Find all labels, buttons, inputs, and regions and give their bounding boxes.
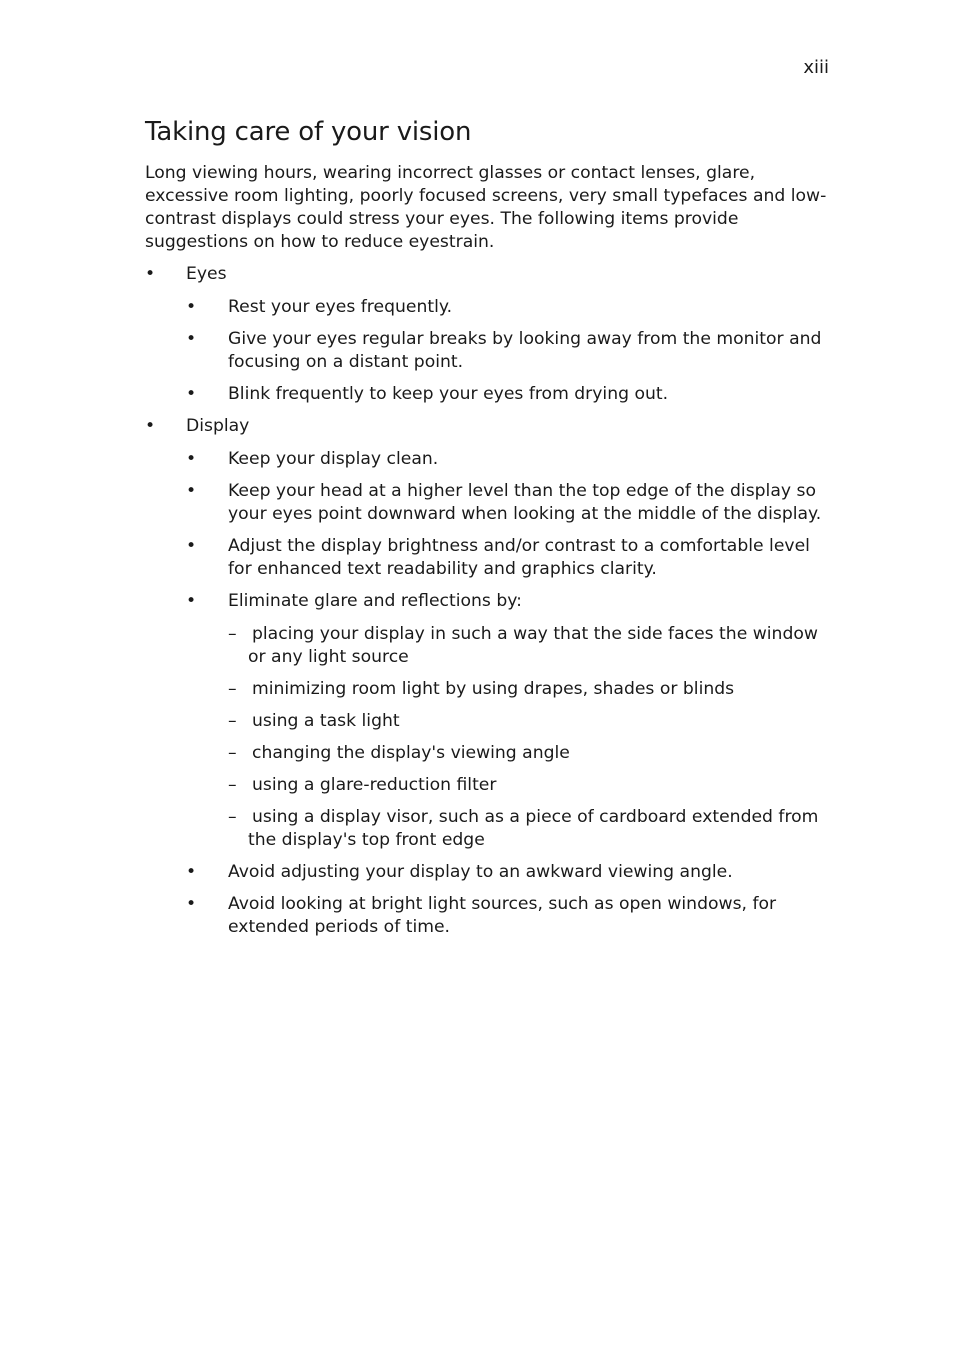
list-item: [186, 296, 835, 319]
list-item: [186, 448, 835, 471]
bullet-icon: •: [145, 264, 156, 284]
dash-icon: –: [228, 624, 237, 644]
bullet-icon: •: [186, 297, 197, 317]
list-item-text: Rest your eyes frequently.: [228, 297, 453, 317]
list-item: [186, 535, 835, 581]
dash-icon: –: [228, 711, 237, 731]
section-display: [145, 415, 835, 939]
bullet-icon: •: [186, 862, 197, 882]
bullet-icon: •: [186, 894, 197, 914]
bullet-icon: •: [186, 481, 197, 501]
list-item-text: Avoid adjusting your display to an awkward viewing angle.: [228, 862, 733, 882]
bullet-icon: •: [186, 591, 197, 611]
sub-list-item-text: changing the display's viewing angle: [252, 743, 570, 763]
list-item-text: Blink frequently to keep your eyes from drying out.: [228, 384, 669, 404]
page-content: [145, 114, 835, 948]
list-item-text: Avoid looking at bright light sources, such as open windows, for extended periods of time.: [228, 894, 777, 937]
list-item-text: Keep your display clean.: [228, 449, 439, 469]
list-item-text: Give your eyes regular breaks by looking away from the monitor and focusing on a distant point.: [228, 329, 822, 372]
list-item-text: Eliminate glare and reflections by:: [228, 591, 522, 611]
bullet-icon: •: [145, 416, 156, 436]
section-label: Display: [186, 416, 250, 436]
bullet-icon: •: [186, 329, 197, 349]
display-items: [186, 448, 835, 939]
list-item-text: Keep your head at a higher level than the top edge of the display so your eyes point downward when looking at the middle of the display.: [228, 481, 822, 524]
bullet-icon: •: [186, 449, 197, 469]
sub-list-item-text: using a glare-reduction filter: [252, 775, 497, 795]
sub-list-item-text: using a display visor, such as a piece of cardboard extended from the display's top front edge: [248, 807, 819, 850]
page-title: Taking care of your vision: [145, 117, 472, 147]
tips-list: [145, 263, 835, 939]
sub-list-item: [228, 678, 835, 701]
page-number: xiii: [803, 57, 829, 78]
dash-icon: –: [228, 807, 237, 827]
dash-icon: –: [228, 775, 237, 795]
list-item: [186, 893, 835, 939]
sub-list-item: [228, 623, 835, 669]
list-item: [186, 861, 835, 884]
list-item: [186, 383, 835, 406]
sub-list-item: [228, 774, 835, 797]
sub-list-item: [228, 806, 835, 852]
sub-list-item: [228, 710, 835, 733]
dash-icon: –: [228, 743, 237, 763]
list-item-text: Adjust the display brightness and/or contrast to a comfortable level for enhanced text readability and graphics clarity.: [228, 536, 810, 579]
sub-list-item-text: placing your display in such a way that the side faces the window or any light source: [248, 624, 818, 667]
section-label: Eyes: [186, 264, 227, 284]
sub-list-item: [228, 742, 835, 765]
intro-paragraph: Long viewing hours, wearing incorrect glasses or contact lenses, glare, excessive room lighting, poorly focused screens, very small typefaces and low-contrast displays could stress your eyes. The following items provide suggestions on how to reduce eyestrain.: [145, 163, 827, 252]
bullet-icon: •: [186, 536, 197, 556]
section-eyes: [145, 263, 835, 406]
dash-icon: –: [228, 679, 237, 699]
bullet-icon: •: [186, 384, 197, 404]
eyes-items: [186, 296, 835, 406]
glare-subitems: [228, 623, 835, 852]
list-item: [186, 328, 835, 374]
list-item: [186, 590, 835, 852]
sub-list-item-text: using a task light: [252, 711, 400, 731]
list-item: [186, 480, 835, 526]
sub-list-item-text: minimizing room light by using drapes, shades or blinds: [252, 679, 735, 699]
